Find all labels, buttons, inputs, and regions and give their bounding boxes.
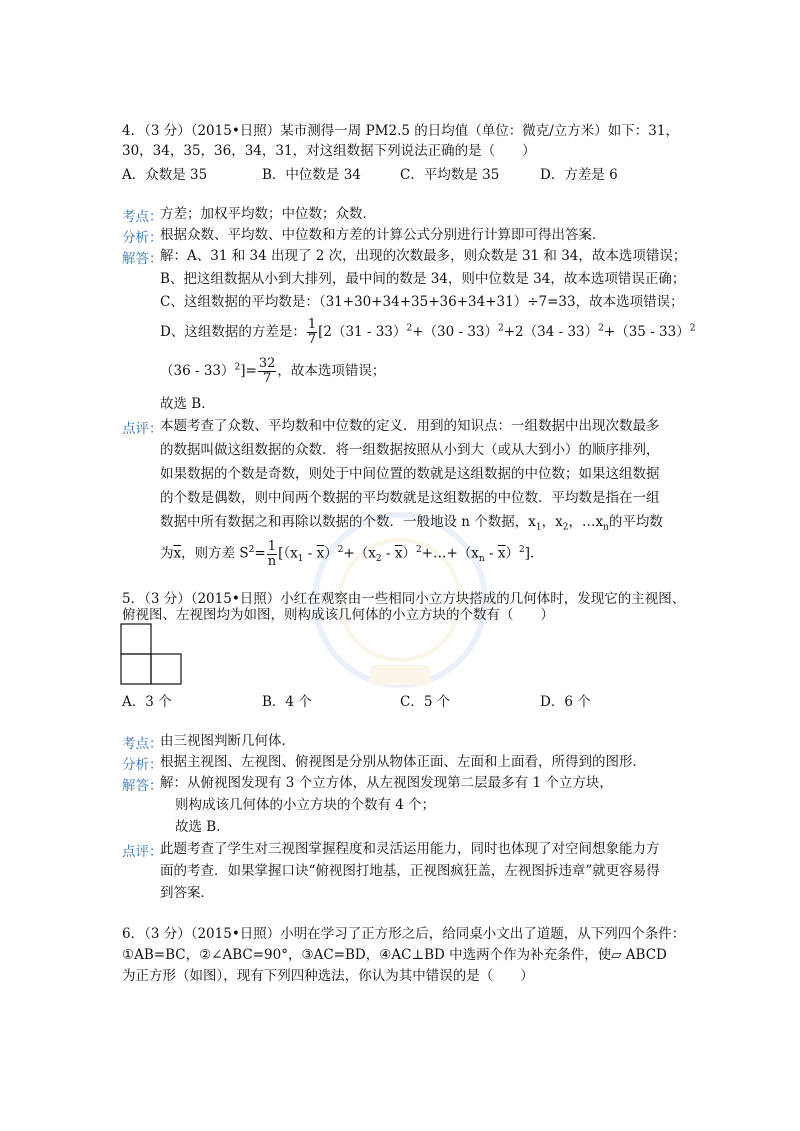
q5-kaodian-label: 考点： <box>122 736 163 752</box>
q5-fenxi-label: 分析： <box>122 757 163 773</box>
q4-option-b: B．中位数是 34 <box>262 167 361 183</box>
q4-jieda-line-1: 解：A、31 和 34 出现了 2 次，出现的次数最多，则众数是 31 和 34，故本选项错误； <box>160 248 687 264</box>
q5-stem-line-1: 5．（3 分）（2015•日照）小红在观察由一些相同小立方块搭成的几何体时，发现它的主视图、 <box>122 591 686 607</box>
fraction-32-7: $\frac{32}{7}$ <box>258 356 276 386</box>
q4-jieda-line-3: C、这组数据的平均数是：（31+30+34+35+36+34+31）÷7=33，故本选项错误； <box>160 294 684 310</box>
q5-stem-line-2: 俯视图、左视图均为如图，则构成该几何体的小立方块的个数有（ ） <box>122 607 554 623</box>
q4-dianping-line-3: 如果数据的个数是奇数，则处于中间位置的数就是这组数据的中位数；如果这组数据 <box>160 466 660 482</box>
three-view-figure <box>120 623 184 685</box>
q5-dianping-line-1: 此题考查了学生对三视图掌握程度和灵活运用能力，同时也体现了对空间想象能力方 <box>160 841 660 857</box>
q4-stem-line-1: 4．（3 分）（2015•日照）某市测得一周 PM2.5 的日均值（单位：微克/立方米）如下：31， <box>122 123 679 139</box>
q5-dianping-line-3: 到答案． <box>160 885 214 901</box>
q5-option-d: D．6 个 <box>540 694 591 710</box>
q4-jieda-line-2: B、把这组数据从小到大排列，最中间的数是 34，则中位数是 34，故本选项错误正确； <box>160 271 686 287</box>
q5-option-b: B．4 个 <box>262 694 312 710</box>
q4-jieda-line-5: （36 - 33）$^2$]= $\frac{32}{7}$ ，故本选项错误； <box>160 356 386 386</box>
q6-stem-line-2: ①AB=BC，②∠ABC=90°，③AC=BD，④AC⊥BD 中选两个作为补充条件，使▱ ABCD <box>122 947 667 963</box>
fraction-1-7: $\frac{1}{7}$ <box>307 317 317 347</box>
q5-option-c: C．5 个 <box>400 694 451 710</box>
q4-dianping-line-1: 本题考查了众数、平均数和中位数的定义．用到的知识点：一组数据中出现次数最多 <box>160 418 660 434</box>
q4-jieda-line-6: 故选 B． <box>160 396 215 412</box>
q4-fenxi-label: 分析： <box>122 230 163 246</box>
q4-option-c: C．平均数是 35 <box>400 167 500 183</box>
q4-option-d: D．方差是 6 <box>540 167 618 183</box>
q4-variance-text: D、这组数据的方差是： <box>160 324 306 340</box>
q5-dianping-line-2: 面的考查．如果掌握口诀“俯视图打地基，正视图疯狂盖，左视图拆违章”就更容易得 <box>160 863 660 879</box>
q4-jieda-label: 解答： <box>122 251 163 267</box>
q5-dianping-label: 点评： <box>122 844 163 860</box>
q4-fenxi: 根据众数、平均数、中位数和方差的计算公式分别进行计算即可得出答案． <box>160 227 606 243</box>
q4-dianping-line-5: 数据中所有数据之和再除以数据的个数．一般地设 n 个数据，$x_1$，$x_2$，$\dots x_n$的平均数 <box>160 514 663 533</box>
q5-jieda-line-1: 解：从俯视图发现有 3 个立方体，从左视图发现第二层最多有 1 个立方块， <box>160 775 613 791</box>
q5-jieda-label: 解答： <box>122 778 163 794</box>
q5-jieda-line-2: 则构成该几何体的小立方块的个数有 4 个； <box>175 797 436 813</box>
q4-option-a: A．众数是 35 <box>122 167 208 183</box>
q4-dianping-line-6: 为$\overline{x}$，则方差 $S^2=$ $\frac{1}{n}$ [$(x_1 - \overline{x})^2+(x_2$ - $\overline{x})^2+\dots+(x_n - \overline{x})^2$]． <box>160 538 544 569</box>
q4-dianping-label: 点评： <box>122 421 163 437</box>
q4-dianping-line-4: 的个数是偶数，则中间两个数据的平均数就是这组数据的中位数．平均数是指在一组 <box>160 490 660 506</box>
q4-stem-line-2: 30，34，35，36，34，31，对这组数据下列说法正确的是（ ） <box>122 143 536 159</box>
q4-dianping-line-2: 的数据叫做这组数据的众数．将一组数据按照从小到大（或从大到小）的顺序排列， <box>160 442 660 458</box>
q4-jieda-line-4: D、这组数据的方差是： $\frac{1}{7}$ [2（31 - 33）$^2$+（30 - 33）$^2$+2（34 - 33）$^2$+（35 - 33）$^2$ <box>160 317 696 347</box>
q5-jieda-line-3: 故选 B． <box>175 819 230 835</box>
q4-kaodian-label: 考点： <box>122 209 163 225</box>
q5-option-a: A．3 个 <box>122 694 172 710</box>
q6-stem-line-3: 为正方形（如图），现有下列四种选法，你认为其中错误的是（ ） <box>122 968 534 984</box>
q5-kaodian: 由三视图判断几何体． <box>160 733 295 749</box>
q5-fenxi: 根据主视图、左视图、俯视图是分别从物体正面、左面和上面看，所得到的图形． <box>160 754 646 770</box>
fraction-1-n: $\frac{1}{n}$ <box>267 538 277 569</box>
q4-kaodian: 方差；加权平均数；中位数；众数． <box>160 206 376 222</box>
q6-stem-line-1: 6．（3 分）（2015•日照）小明在学习了正方形之后，给同桌小文出了道题，从下列四个条件： <box>122 926 686 942</box>
